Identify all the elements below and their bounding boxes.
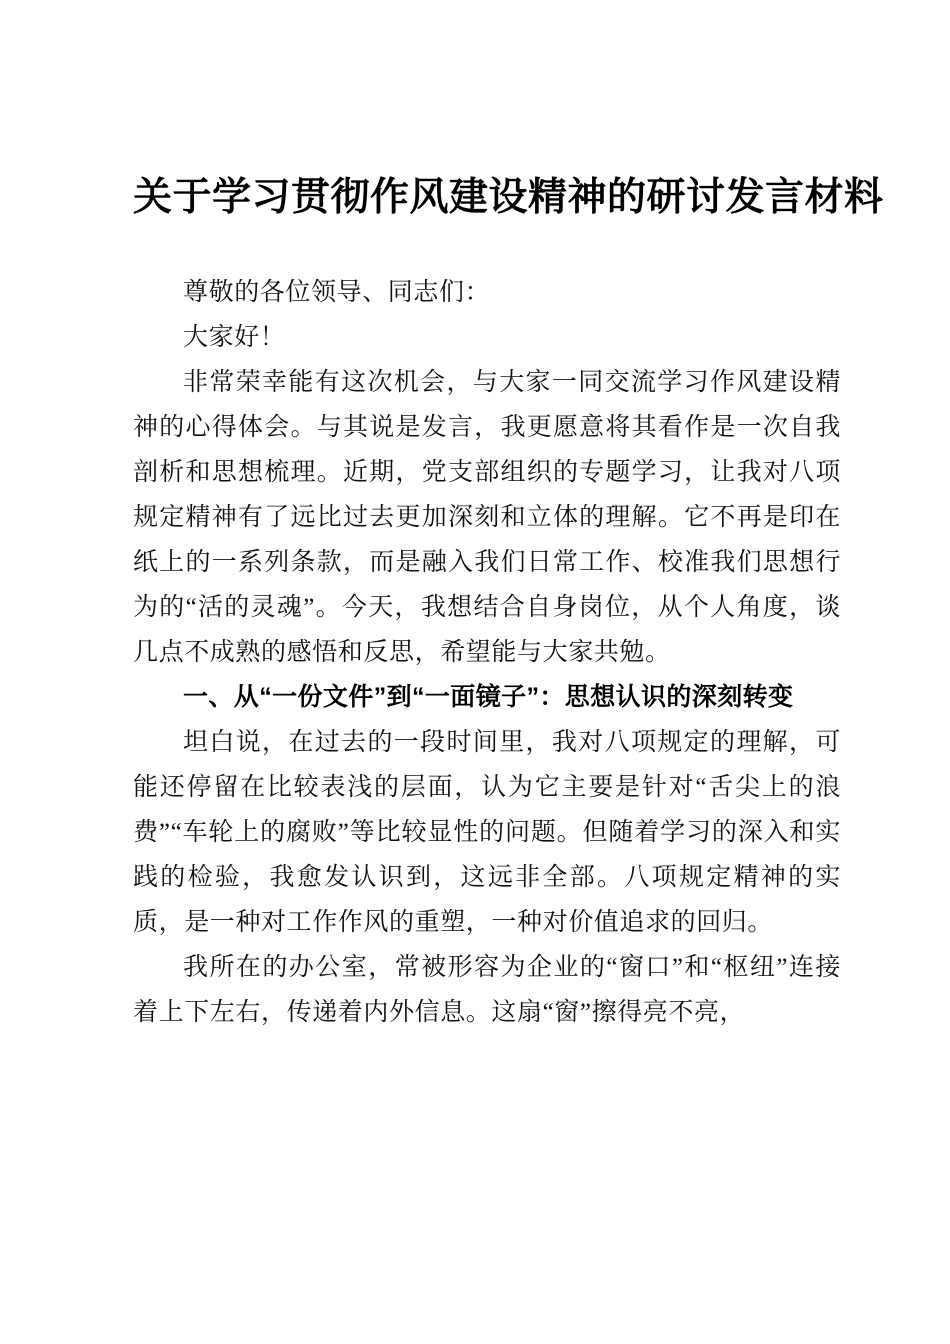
section-1-paragraph-1: 坦白说，在过去的一段时间里，我对八项规定的理解，可能还停留在比较表浅的层面，认为它主要是针对“舌尖上的浪费”“车轮上的腐败”等比较显性的问题。但随着学习的深入和实践的检验，我愈发认识到，这远非全部。八项规定精神的实质，是一种对工作作风的重塑，一种对价值追求的回归。 [133,729,841,936]
section-heading-1: 一、从“一份文件”到“一面镜子”：思想认识的深刻转变 [183,683,794,711]
document-body [133,224,841,1035]
section-1-paragraph-2: 我所在的办公室，常被形容为企业的“窗口”和“枢纽”连接着上下左右，传递着内外信息。这扇“窗”擦得亮不亮， [133,954,841,1026]
document-content-column [133,0,884,1035]
salutation-line-2: 大家好！ [183,324,286,351]
document-title: 关于学习贯彻作风建设精神的研讨发言材料 [133,176,884,219]
opening-paragraph: 非常荣幸能有这次机会，与大家一同交流学习作风建设精神的心得体会。与其说是发言，我更愿意将其看作是一次自我剖析和思想梳理。近期，党支部组织的专题学习，让我对八项规定精神有了远比过去更加深刻和立体的理解。它不再是印在纸上的一系列条款，而是融入我们日常工作、校准我们思想行为的“活的灵魂”。今天，我想结合自身岗位，从个人角度，谈几点不成熟的感悟和反思，希望能与大家共勉。 [133,369,841,666]
salutation-line-1: 尊敬的各位领导、同志们： [183,279,491,306]
